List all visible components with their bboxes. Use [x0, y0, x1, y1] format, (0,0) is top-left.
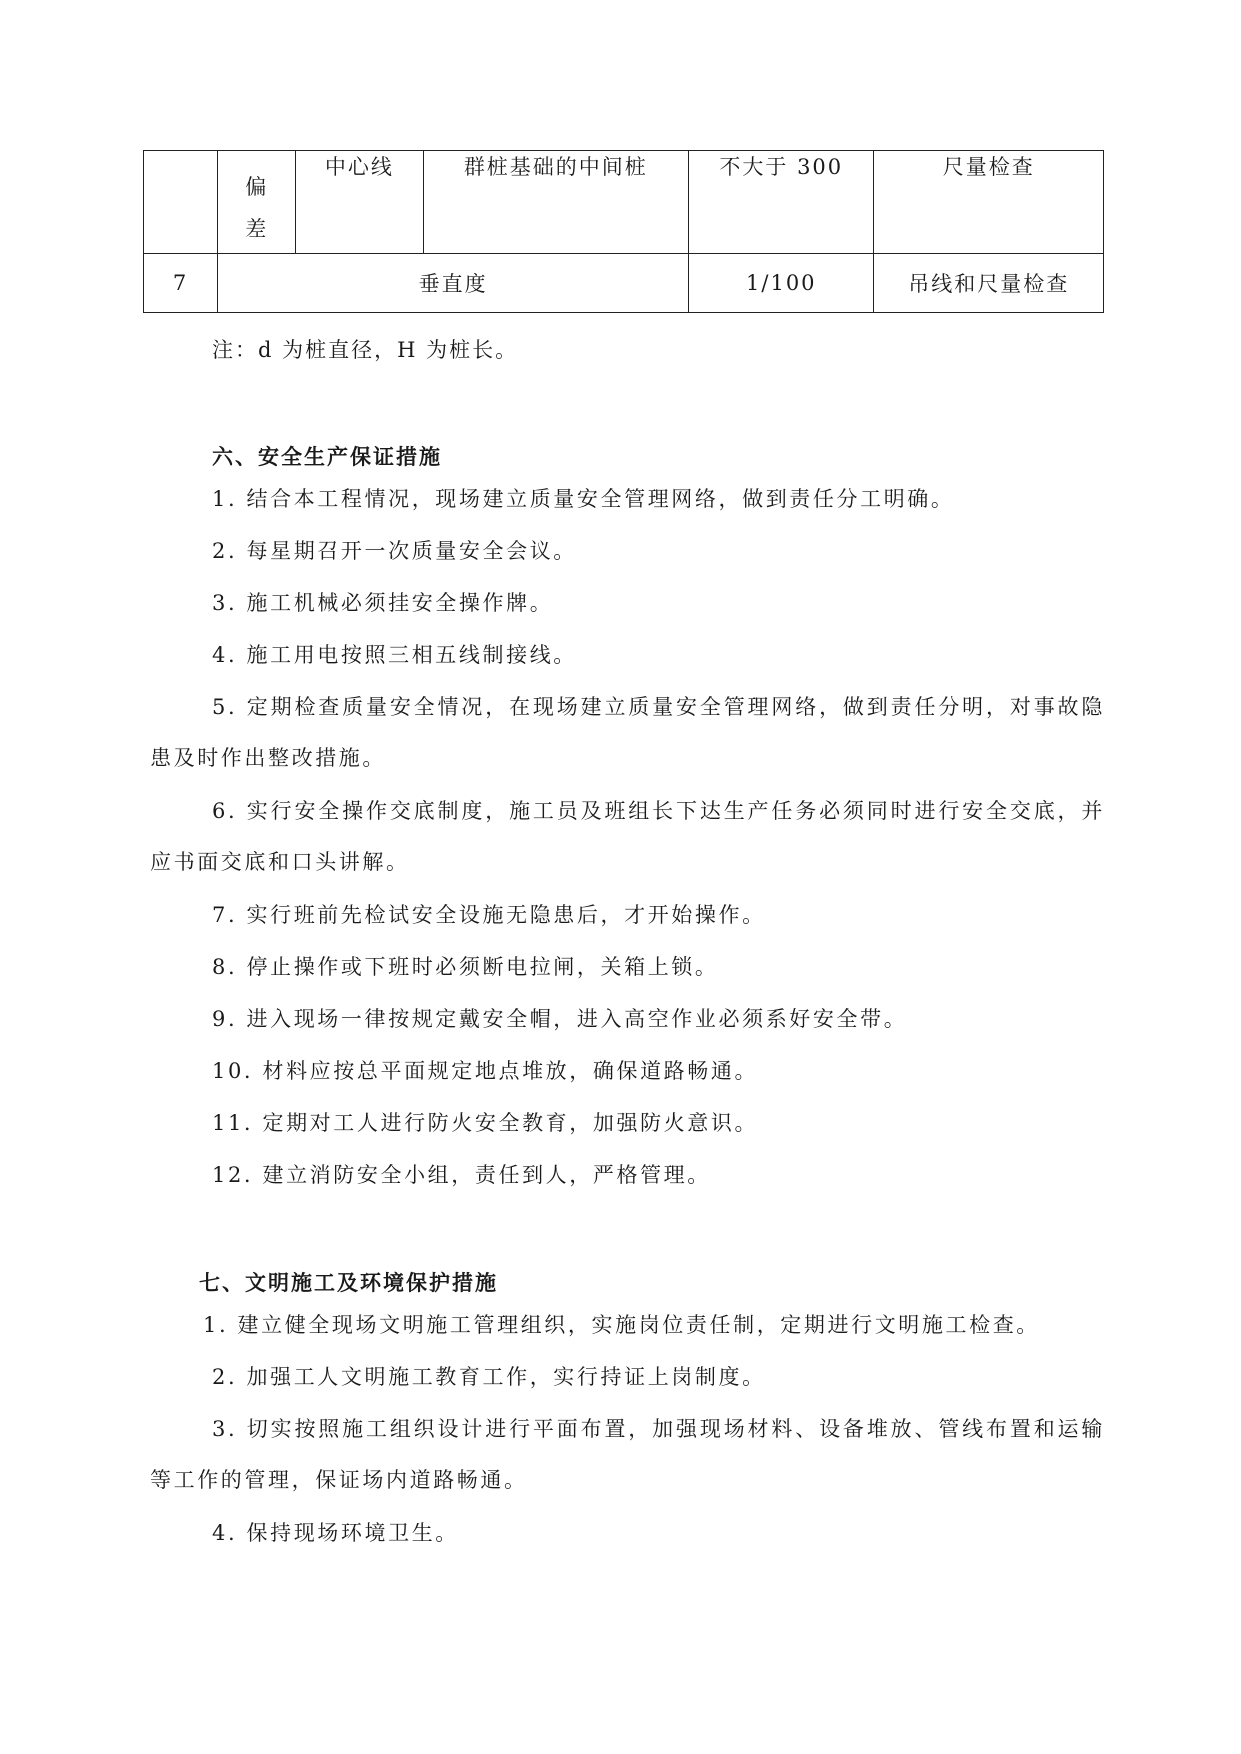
table-row: [144, 151, 1104, 254]
list-item: 1. 建立健全现场文明施工管理组织，实施岗位责任制，定期进行文明施工检查。: [203, 1313, 1040, 1337]
sublabel-char-2: 差: [245, 217, 269, 241]
list-item: 6. 实行安全操作交底制度，施工员及班组长下达生产任务必须同时进行安全交底，并应书面交底和口头讲解。: [150, 799, 1105, 874]
section-heading-civilized-construction: 七、文明施工及环境保护措施: [199, 1270, 498, 1295]
list-item: 3. 施工机械必须挂安全操作牌。: [212, 591, 554, 615]
table-cell-tolerance: 不大于 300: [689, 151, 874, 254]
table-cell-number: 7: [144, 254, 218, 313]
list-item: 10. 材料应按总平面规定地点堆放，确保道路畅通。: [212, 1059, 759, 1083]
table-cell-item: 中心线: [296, 151, 423, 254]
list-item: 2. 加强工人文明施工教育工作，实行持证上岗制度。: [212, 1365, 766, 1389]
list-item: 9. 进入现场一律按规定戴安全帽，进入高空作业必须系好安全带。: [212, 1007, 908, 1031]
table-row: [144, 254, 1104, 313]
table-note: 注：d 为桩直径，H 为桩长。: [212, 338, 519, 362]
table-cell-description: 群桩基础的中间桩: [423, 151, 689, 254]
section-heading-safety: 六、安全生产保证措施: [212, 444, 442, 469]
list-item: 8. 停止操作或下班时必须断电拉闸，关箱上锁。: [212, 955, 719, 979]
list-item: 2. 每星期召开一次质量安全会议。: [212, 539, 577, 563]
inspection-table: [143, 150, 1104, 313]
table-cell-tolerance: 1/100: [689, 254, 874, 313]
list-item: 1. 结合本工程情况，现场建立质量安全管理网络，做到责任分工明确。: [212, 487, 955, 511]
sublabel-char-1: 偏: [245, 175, 269, 199]
list-item: 12. 建立消防安全小组，责任到人，严格管理。: [212, 1163, 711, 1187]
table-cell-item: 垂直度: [218, 254, 689, 313]
table-cell-method: 尺量检查: [874, 151, 1104, 254]
list-item: 4. 施工用电按照三相五线制接线。: [212, 643, 577, 667]
list-item: 7. 实行班前先检试安全设施无隐患后，才开始操作。: [212, 903, 766, 927]
table-cell-number: [144, 151, 218, 254]
list-item: 5. 定期检查质量安全情况，在现场建立质量安全管理网络，做到责任分明，对事故隐患及时作出整改措施。: [150, 695, 1105, 770]
list-item: 11. 定期对工人进行防火安全教育，加强防火意识。: [212, 1111, 759, 1135]
table-cell-method: 吊线和尺量检查: [874, 254, 1104, 313]
table-cell-sublabel: [218, 151, 296, 254]
list-item: 4. 保持现场环境卫生。: [212, 1521, 459, 1545]
list-item: 3. 切实按照施工组织设计进行平面布置，加强现场材料、设备堆放、管线布置和运输等工作的管理，保证场内道路畅通。: [150, 1417, 1105, 1492]
